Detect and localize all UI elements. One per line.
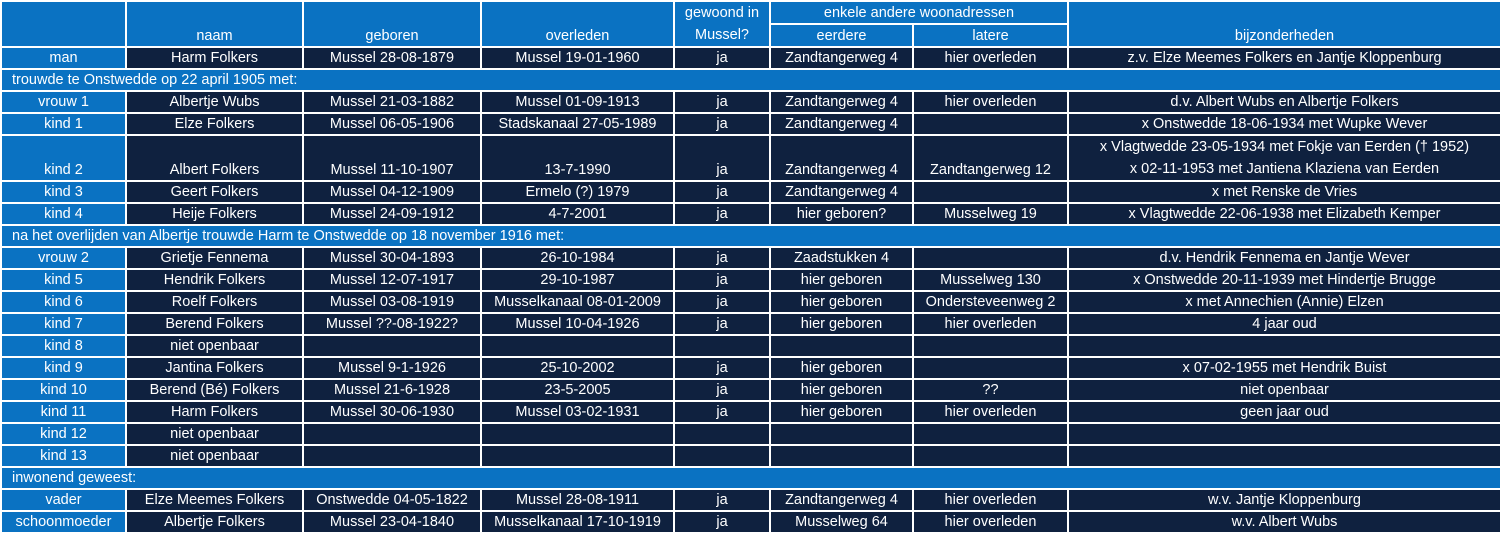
rel-cell: man bbox=[1, 47, 126, 69]
bijzonderheden-cell: x Onstwedde 18-06-1934 met Wupke Wever bbox=[1068, 113, 1500, 135]
person-row bbox=[1, 269, 1500, 291]
gewoond-cell: ja bbox=[674, 91, 770, 113]
rel-cell: kind 8 bbox=[1, 335, 126, 357]
gewoond-cell: ja bbox=[674, 511, 770, 533]
rel-cell: kind 2 bbox=[1, 135, 126, 181]
bijzonderheden-cell bbox=[1068, 423, 1500, 445]
person-row bbox=[1, 335, 1500, 357]
overleden-cell: 29-10-1987 bbox=[481, 269, 674, 291]
overleden-cell bbox=[481, 335, 674, 357]
section-title-1: trouwde te Onstwedde op 22 april 1905 met: bbox=[1, 69, 1500, 91]
header-gewoond-line2: Mussel? bbox=[695, 27, 749, 43]
latere-cell: hier overleden bbox=[913, 91, 1068, 113]
latere-cell bbox=[913, 181, 1068, 203]
gewoond-cell: ja bbox=[674, 203, 770, 225]
eerdere-cell: Zandtangerweg 4 bbox=[770, 489, 913, 511]
rel-cell: vrouw 2 bbox=[1, 247, 126, 269]
rel-cell: kind 10 bbox=[1, 379, 126, 401]
rel-cell: kind 13 bbox=[1, 445, 126, 467]
naam-cell: Elze Folkers bbox=[126, 113, 303, 135]
header-woonadressen: enkele andere woonadressen bbox=[770, 1, 1068, 24]
overleden-cell: 13-7-1990 bbox=[481, 135, 674, 181]
overleden-cell: 26-10-1984 bbox=[481, 247, 674, 269]
latere-cell: ?? bbox=[913, 379, 1068, 401]
gewoond-cell: ja bbox=[674, 47, 770, 69]
bijzonderheden-cell: 4 jaar oud bbox=[1068, 313, 1500, 335]
latere-cell: Musselweg 130 bbox=[913, 269, 1068, 291]
person-row bbox=[1, 379, 1500, 401]
bijzonderheden-cell: x met Renske de Vries bbox=[1068, 181, 1500, 203]
bijzonderheden-line-2: x 02-11-1953 met Jantiena Klaziena van Eerden bbox=[1129, 161, 1440, 177]
section-row-3 bbox=[1, 467, 1500, 489]
person-row bbox=[1, 357, 1500, 379]
rel-cell: vrouw 1 bbox=[1, 91, 126, 113]
gewoond-cell: ja bbox=[674, 135, 770, 181]
overleden-cell: Mussel 03-02-1931 bbox=[481, 401, 674, 423]
header-gewoond bbox=[674, 1, 770, 47]
person-row bbox=[1, 423, 1500, 445]
person-row bbox=[1, 135, 1500, 181]
naam-cell: Berend (Bé) Folkers bbox=[126, 379, 303, 401]
geboren-cell bbox=[303, 445, 481, 467]
gewoond-cell: ja bbox=[674, 113, 770, 135]
header-overleden: overleden bbox=[481, 1, 674, 47]
overleden-cell: Musselkanaal 08-01-2009 bbox=[481, 291, 674, 313]
header-bijzonderheden: bijzonderheden bbox=[1068, 1, 1500, 47]
gewoond-cell: ja bbox=[674, 379, 770, 401]
geboren-cell: Mussel 04-12-1909 bbox=[303, 181, 481, 203]
geboren-cell: Mussel 12-07-1917 bbox=[303, 269, 481, 291]
gewoond-cell: ja bbox=[674, 181, 770, 203]
gewoond-cell: ja bbox=[674, 247, 770, 269]
person-row bbox=[1, 91, 1500, 113]
person-row bbox=[1, 291, 1500, 313]
naam-cell: Heije Folkers bbox=[126, 203, 303, 225]
latere-cell bbox=[913, 247, 1068, 269]
bijzonderheden-cell: geen jaar oud bbox=[1068, 401, 1500, 423]
naam-cell: Elze Meemes Folkers bbox=[126, 489, 303, 511]
bijzonderheden-cell bbox=[1068, 335, 1500, 357]
section-row-1 bbox=[1, 69, 1500, 91]
latere-cell: hier overleden bbox=[913, 313, 1068, 335]
bijzonderheden-cell bbox=[1068, 445, 1500, 467]
bijzonderheden-cell: w.v. Albert Wubs bbox=[1068, 511, 1500, 533]
section-title-3: inwonend geweest: bbox=[1, 467, 1500, 489]
person-row bbox=[1, 113, 1500, 135]
gewoond-cell: ja bbox=[674, 401, 770, 423]
person-row bbox=[1, 489, 1500, 511]
rel-cell: kind 9 bbox=[1, 357, 126, 379]
geboren-cell: Mussel 21-03-1882 bbox=[303, 91, 481, 113]
overleden-cell bbox=[481, 423, 674, 445]
overleden-cell: Mussel 01-09-1913 bbox=[481, 91, 674, 113]
geboren-cell: Mussel 23-04-1840 bbox=[303, 511, 481, 533]
rel-cell: kind 1 bbox=[1, 113, 126, 135]
latere-cell: hier overleden bbox=[913, 489, 1068, 511]
geboren-cell: Mussel 9-1-1926 bbox=[303, 357, 481, 379]
latere-cell: hier overleden bbox=[913, 47, 1068, 69]
eerdere-cell: hier geboren bbox=[770, 401, 913, 423]
latere-cell: Musselweg 19 bbox=[913, 203, 1068, 225]
table-body bbox=[1, 1, 1500, 533]
eerdere-cell: hier geboren bbox=[770, 291, 913, 313]
rel-cell: kind 12 bbox=[1, 423, 126, 445]
gewoond-cell: ja bbox=[674, 489, 770, 511]
header-latere: latere bbox=[913, 24, 1068, 47]
bijzonderheden-cell: niet openbaar bbox=[1068, 379, 1500, 401]
latere-cell: Ondersteveenweg 2 bbox=[913, 291, 1068, 313]
latere-cell bbox=[913, 113, 1068, 135]
rel-cell: kind 3 bbox=[1, 181, 126, 203]
geboren-cell: Mussel 03-08-1919 bbox=[303, 291, 481, 313]
geboren-cell: Onstwedde 04-05-1822 bbox=[303, 489, 481, 511]
person-row bbox=[1, 313, 1500, 335]
latere-cell bbox=[913, 423, 1068, 445]
person-row bbox=[1, 181, 1500, 203]
gewoond-cell bbox=[674, 445, 770, 467]
person-row bbox=[1, 401, 1500, 423]
header-eerdere: eerdere bbox=[770, 24, 913, 47]
naam-cell: Geert Folkers bbox=[126, 181, 303, 203]
geboren-cell bbox=[303, 335, 481, 357]
header-row-1 bbox=[1, 1, 1500, 24]
bijzonderheden-cell: w.v. Jantje Kloppenburg bbox=[1068, 489, 1500, 511]
gewoond-cell: ja bbox=[674, 269, 770, 291]
person-row-man bbox=[1, 47, 1500, 69]
gewoond-cell: ja bbox=[674, 357, 770, 379]
bijzonderheden-cell: x Vlagtwedde 22-06-1938 met Elizabeth Kemper bbox=[1068, 203, 1500, 225]
naam-cell: niet openbaar bbox=[126, 335, 303, 357]
naam-cell: niet openbaar bbox=[126, 423, 303, 445]
eerdere-cell: Zaadstukken 4 bbox=[770, 247, 913, 269]
geboren-cell: Mussel ??-08-1922? bbox=[303, 313, 481, 335]
overleden-cell: Mussel 10-04-1926 bbox=[481, 313, 674, 335]
bijzonderheden-cell: x met Annechien (Annie) Elzen bbox=[1068, 291, 1500, 313]
naam-cell: niet openbaar bbox=[126, 445, 303, 467]
latere-cell bbox=[913, 335, 1068, 357]
bijzonderheden-cell: z.v. Elze Meemes Folkers en Jantje Kloppenburg bbox=[1068, 47, 1500, 69]
bijzonderheden-cell: d.v. Hendrik Fennema en Jantje Wever bbox=[1068, 247, 1500, 269]
section-row-2 bbox=[1, 225, 1500, 247]
eerdere-cell: hier geboren bbox=[770, 357, 913, 379]
overleden-cell bbox=[481, 445, 674, 467]
overleden-cell: Ermelo (?) 1979 bbox=[481, 181, 674, 203]
eerdere-cell: Zandtangerweg 4 bbox=[770, 181, 913, 203]
header-gewoond-line1: gewoond in bbox=[684, 5, 760, 21]
geboren-cell: Mussel 11-10-1907 bbox=[303, 135, 481, 181]
overleden-cell: Mussel 28-08-1911 bbox=[481, 489, 674, 511]
rel-cell: kind 4 bbox=[1, 203, 126, 225]
overleden-cell: Mussel 19-01-1960 bbox=[481, 47, 674, 69]
eerdere-cell: hier geboren? bbox=[770, 203, 913, 225]
bijzonderheden-line-1: x Vlagtwedde 23-05-1934 met Fokje van Eerden († 1952) bbox=[1099, 139, 1470, 155]
eerdere-cell: Zandtangerweg 4 bbox=[770, 47, 913, 69]
gewoond-cell bbox=[674, 335, 770, 357]
overleden-cell: Musselkanaal 17-10-1919 bbox=[481, 511, 674, 533]
bijzonderheden-cell: x Onstwedde 20-11-1939 met Hindertje Brugge bbox=[1068, 269, 1500, 291]
gewoond-cell bbox=[674, 423, 770, 445]
geboren-cell: Mussel 30-06-1930 bbox=[303, 401, 481, 423]
geboren-cell: Mussel 06-05-1906 bbox=[303, 113, 481, 135]
eerdere-cell: Zandtangerweg 4 bbox=[770, 135, 913, 181]
header-geboren: geboren bbox=[303, 1, 481, 47]
latere-cell bbox=[913, 445, 1068, 467]
header-naam: naam bbox=[126, 1, 303, 47]
eerdere-cell: Zandtangerweg 4 bbox=[770, 113, 913, 135]
rel-cell: kind 7 bbox=[1, 313, 126, 335]
eerdere-cell: Musselweg 64 bbox=[770, 511, 913, 533]
person-row bbox=[1, 445, 1500, 467]
geboren-cell bbox=[303, 423, 481, 445]
eerdere-cell: Zandtangerweg 4 bbox=[770, 91, 913, 113]
naam-cell: Jantina Folkers bbox=[126, 357, 303, 379]
naam-cell: Grietje Fennema bbox=[126, 247, 303, 269]
naam-cell: Hendrik Folkers bbox=[126, 269, 303, 291]
rel-cell: kind 6 bbox=[1, 291, 126, 313]
eerdere-cell bbox=[770, 445, 913, 467]
person-row bbox=[1, 511, 1500, 533]
bijzonderheden-cell: d.v. Albert Wubs en Albertje Folkers bbox=[1068, 91, 1500, 113]
rel-cell: kind 11 bbox=[1, 401, 126, 423]
section-title-2: na het overlijden van Albertje trouwde Harm te Onstwedde op 18 november 1916 met: bbox=[1, 225, 1500, 247]
bijzonderheden-cell: x 07-02-1955 met Hendrik Buist bbox=[1068, 357, 1500, 379]
eerdere-cell: hier geboren bbox=[770, 379, 913, 401]
geboren-cell: Mussel 30-04-1893 bbox=[303, 247, 481, 269]
header-corner bbox=[1, 1, 126, 47]
eerdere-cell bbox=[770, 335, 913, 357]
latere-cell: Zandtangerweg 12 bbox=[913, 135, 1068, 181]
geboren-cell: Mussel 24-09-1912 bbox=[303, 203, 481, 225]
rel-cell: schoonmoeder bbox=[1, 511, 126, 533]
geboren-cell: Mussel 28-08-1879 bbox=[303, 47, 481, 69]
naam-cell: Albert Folkers bbox=[126, 135, 303, 181]
naam-cell: Harm Folkers bbox=[126, 401, 303, 423]
overleden-cell: 25-10-2002 bbox=[481, 357, 674, 379]
gewoond-cell: ja bbox=[674, 313, 770, 335]
geboren-cell: Mussel 21-6-1928 bbox=[303, 379, 481, 401]
rel-cell: vader bbox=[1, 489, 126, 511]
rel-cell: kind 5 bbox=[1, 269, 126, 291]
eerdere-cell: hier geboren bbox=[770, 269, 913, 291]
latere-cell bbox=[913, 357, 1068, 379]
person-row bbox=[1, 203, 1500, 225]
overleden-cell: 4-7-2001 bbox=[481, 203, 674, 225]
person-row bbox=[1, 247, 1500, 269]
naam-cell: Albertje Wubs bbox=[126, 91, 303, 113]
eerdere-cell: hier geboren bbox=[770, 313, 913, 335]
naam-cell: Harm Folkers bbox=[126, 47, 303, 69]
latere-cell: hier overleden bbox=[913, 511, 1068, 533]
overleden-cell: 23-5-2005 bbox=[481, 379, 674, 401]
bijzonderheden-cell bbox=[1068, 135, 1500, 181]
overleden-cell: Stadskanaal 27-05-1989 bbox=[481, 113, 674, 135]
eerdere-cell bbox=[770, 423, 913, 445]
latere-cell: hier overleden bbox=[913, 401, 1068, 423]
naam-cell: Roelf Folkers bbox=[126, 291, 303, 313]
naam-cell: Albertje Folkers bbox=[126, 511, 303, 533]
naam-cell: Berend Folkers bbox=[126, 313, 303, 335]
gewoond-cell: ja bbox=[674, 291, 770, 313]
